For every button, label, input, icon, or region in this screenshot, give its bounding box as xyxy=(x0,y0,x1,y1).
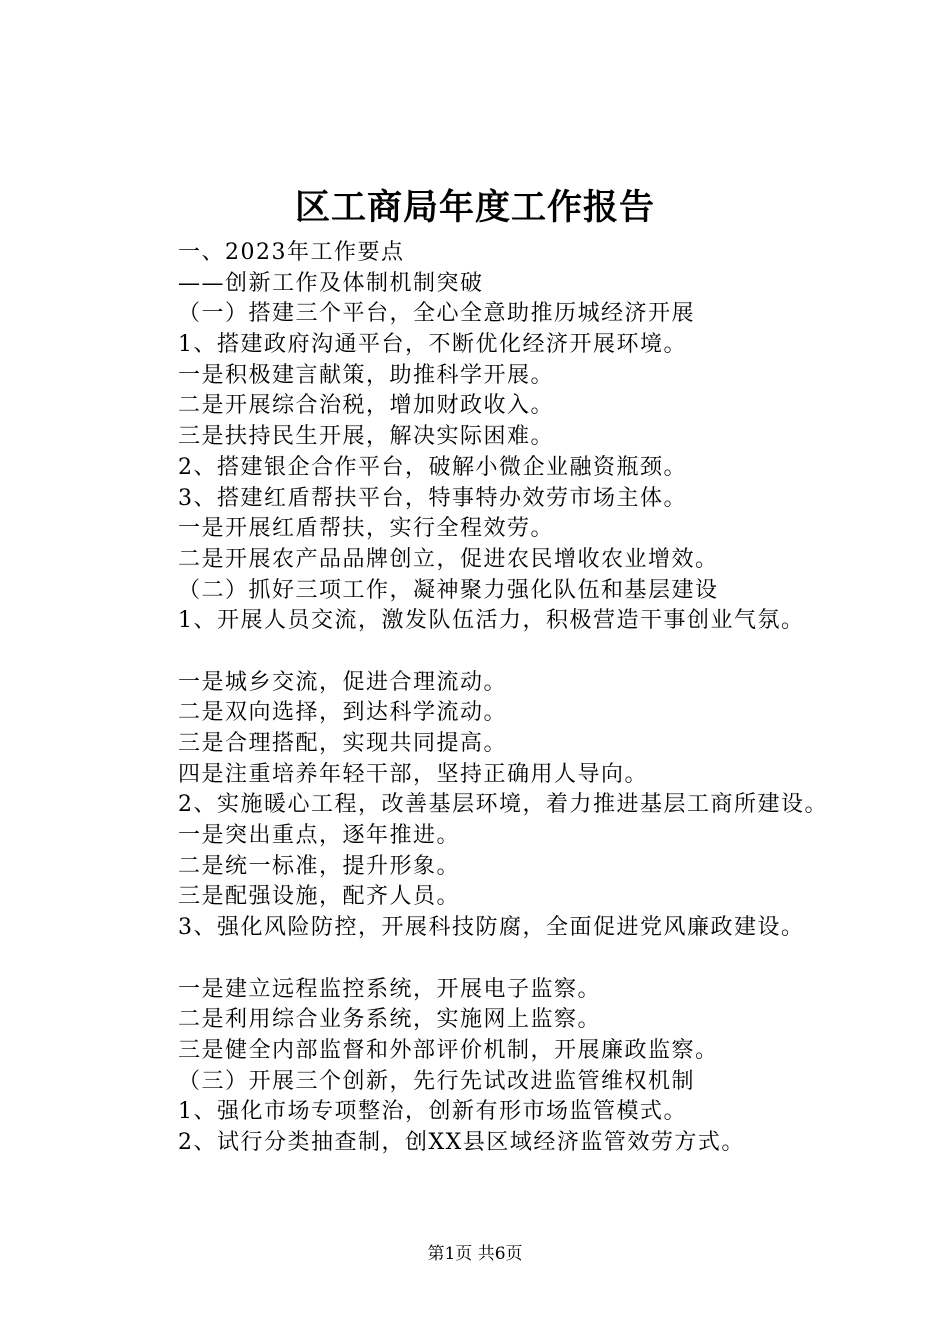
paragraph-line: 二是开展综合治税，增加财政收入。 xyxy=(178,393,555,419)
subsection-heading: （二）抓好三项工作，凝神聚力强化队伍和基层建设 xyxy=(178,577,719,603)
paragraph-line: 2、搭建银企合作平台，破解小微企业融资瓶颈。 xyxy=(178,454,687,480)
paragraph-line: 三是配强设施，配齐人员。 xyxy=(178,884,461,910)
document-title: 区工商局年度工作报告 xyxy=(294,187,655,228)
subsection-heading: （三）开展三个创新，先行先试改进监管维权机制 xyxy=(178,1068,696,1094)
section-subheading: ——创新工作及体制机制突破 xyxy=(178,270,484,296)
paragraph-line: 2、试行分类抽查制，创XX县区域经济监管效劳方式。 xyxy=(178,1129,745,1155)
paragraph-line: 1、开展人员交流，激发队伍活力，积极营造干事创业气氛。 xyxy=(178,608,805,634)
page-footer: 第1页 共6页 xyxy=(427,1244,523,1264)
paragraph-line: 3、搭建红盾帮扶平台，特事特办效劳市场主体。 xyxy=(178,485,687,511)
paragraph-line: 二是统一标准，提升形象。 xyxy=(178,853,461,879)
document-body xyxy=(130,238,890,1159)
paragraph-line: 二是利用综合业务系统，实施网上监察。 xyxy=(178,1007,602,1033)
paragraph-line: 一是建立远程监控系统，开展电子监察。 xyxy=(178,976,602,1002)
paragraph-line: 三是扶持民生开展，解决实际困难。 xyxy=(178,424,555,450)
paragraph-line: 二是开展农产品品牌创立，促进农民增收农业增效。 xyxy=(178,546,719,572)
paragraph-line: 四是注重培养年轻干部，坚持正确用人导向。 xyxy=(178,761,649,787)
paragraph-line: 一是城乡交流，促进合理流动。 xyxy=(178,669,508,695)
paragraph-line: 1、强化市场专项整治，创新有形市场监管模式。 xyxy=(178,1099,687,1125)
paragraph-line: 1、搭建政府沟通平台，不断优化经济开展环境。 xyxy=(178,332,687,358)
paragraph-line: 一是开展红盾帮扶，实行全程效劳。 xyxy=(178,516,555,542)
paragraph-line: 二是双向选择，到达科学流动。 xyxy=(178,700,508,726)
paragraph-line: 一是积极建言献策，助推科学开展。 xyxy=(178,362,555,388)
paragraph-line: 一是突出重点，逐年推进。 xyxy=(178,823,461,849)
paragraph-line: 三是合理搭配，实现共同提高。 xyxy=(178,731,508,756)
paragraph-line: 3、强化风险防控，开展科技防腐，全面促进党风廉政建设。 xyxy=(178,915,805,941)
blank-line xyxy=(130,944,890,975)
subsection-heading: （一）搭建三个平台，全心全意助推历城经济开展 xyxy=(178,301,696,327)
paragraph-line-wrapped: 2、实施暖心工程，改善基层环境，着力推进基层工商所建设。 xyxy=(178,792,828,818)
paragraph-line: 三是健全内部监督和外部评价机制，开展廉政监察。 xyxy=(178,1037,719,1063)
blank-line xyxy=(130,637,890,668)
section-heading: 一、2023年工作要点 xyxy=(178,240,405,265)
